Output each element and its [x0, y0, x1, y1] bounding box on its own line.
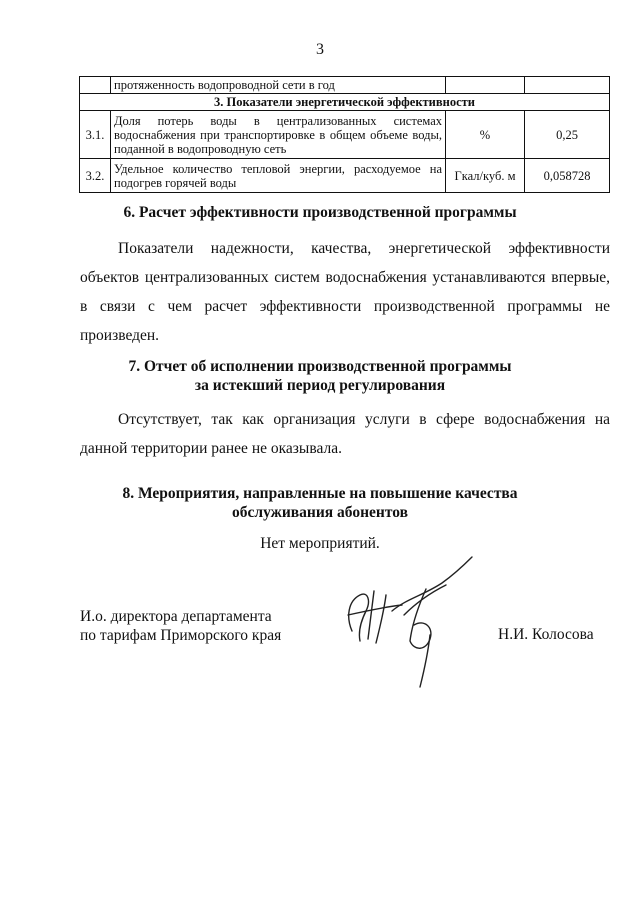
table-cell-value: 0,058728 [525, 159, 610, 193]
section-6-title: 6. Расчет эффективности производственной программы [123, 204, 517, 221]
page-number: 3 [316, 41, 324, 58]
section-8-title-line2: обслуживания абонентов [232, 504, 408, 521]
table-cell-unit: Гкал/куб. м [446, 159, 525, 193]
table-cell-num: 3.1. [80, 111, 111, 159]
section-7-paragraph: Отсутствует, так как организация услуги в сфере водоснабжения на данной территории ранее не оказывала. [80, 411, 610, 457]
handwritten-signature [330, 555, 490, 690]
signer-title-line1: И.о. директора департамента [80, 608, 272, 625]
section-7-title-line2: за истекший период регулирования [194, 377, 446, 394]
signer-title [80, 607, 281, 645]
signer-title-line2: по тарифам Приморского края [80, 627, 282, 644]
table-cell-num [80, 77, 111, 94]
table-cell-desc: протяженность водопроводной сети в год [111, 77, 446, 94]
section-8-title-line1: 8. Мероприятия, направленные на повышение качества [122, 485, 518, 502]
table-row [80, 111, 610, 159]
table-cell-value [525, 77, 610, 94]
indicators-table [79, 76, 610, 193]
table-row [80, 159, 610, 193]
table-section-header: 3. Показатели энергетической эффективности [80, 94, 610, 111]
table-cell-num: 3.2. [80, 159, 111, 193]
table-section-row [80, 94, 610, 111]
table-cell-unit [446, 77, 525, 94]
section-6-paragraph: Показатели надежности, качества, энергетической эффективности объектов централизованных систем водоснабжения устанавливаются впервые, в связи с чем расчет эффективности производственной программы не произведен. [80, 240, 610, 344]
section-7-title-line1: 7. Отчет об исполнении производственной программы [128, 358, 512, 375]
section-8-text: Нет мероприятий. [260, 535, 380, 552]
table-row [80, 77, 610, 94]
table-cell-desc: Доля потерь воды в централизованных системах водоснабжения при транспортировке в общем объеме воды, поданной в водопроводную сеть [111, 111, 446, 159]
signer-name: Н.И. Колосова [498, 626, 594, 643]
table-cell-unit: % [446, 111, 525, 159]
table-cell-value: 0,25 [525, 111, 610, 159]
table-cell-desc: Удельное количество тепловой энергии, расходуемое на подогрев горячей воды [111, 159, 446, 193]
